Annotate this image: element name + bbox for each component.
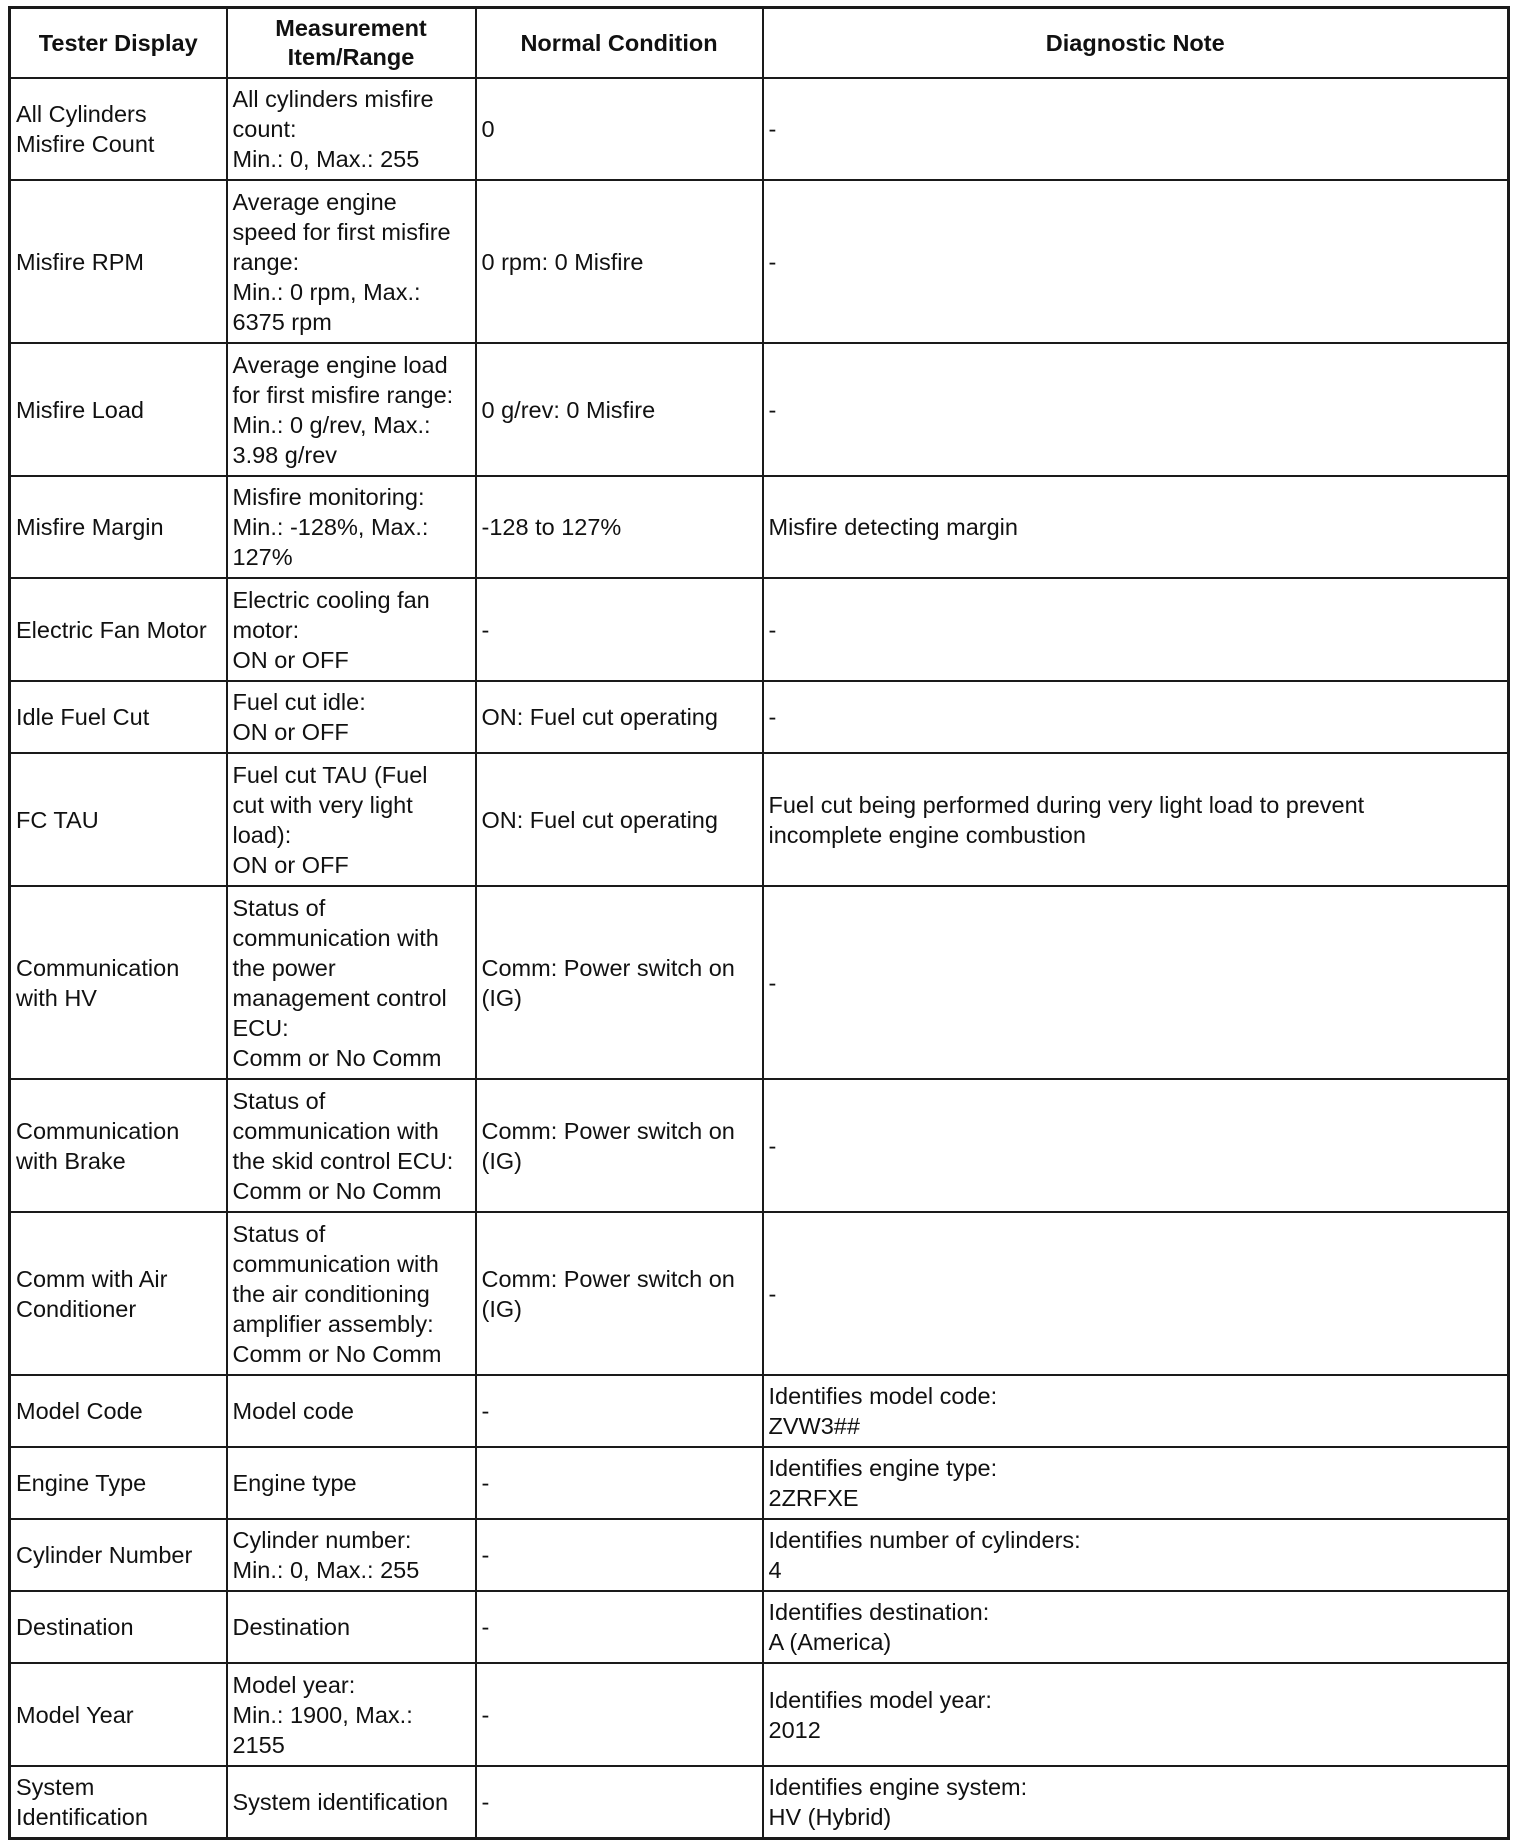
cell-diagnostic-note: - bbox=[763, 343, 1509, 476]
table-row bbox=[10, 1663, 1509, 1766]
table-row bbox=[10, 886, 1509, 1079]
cell-measurement: Status of communication with the air conditioning amplifier assembly: Comm or No Comm bbox=[227, 1212, 476, 1375]
tester-data-table bbox=[8, 6, 1510, 1840]
cell-diagnostic-note: - bbox=[763, 78, 1509, 180]
cell-diagnostic-note: Identifies model year: 2012 bbox=[763, 1663, 1509, 1766]
cell-measurement: Fuel cut idle: ON or OFF bbox=[227, 681, 476, 753]
cell-tester-display: Misfire RPM bbox=[10, 180, 227, 343]
cell-normal-condition: ON: Fuel cut operating bbox=[476, 681, 763, 753]
table-row bbox=[10, 180, 1509, 343]
cell-tester-display: System Identification bbox=[10, 1766, 227, 1838]
table-row bbox=[10, 1375, 1509, 1447]
cell-tester-display: Electric Fan Motor bbox=[10, 578, 227, 681]
cell-tester-display: Model Year bbox=[10, 1663, 227, 1766]
cell-normal-condition: Comm: Power switch on (IG) bbox=[476, 1079, 763, 1212]
cell-measurement: Average engine load for first misfire range: Min.: 0 g/rev, Max.: 3.98 g/rev bbox=[227, 343, 476, 476]
cell-measurement: Status of communication with the power management control ECU: Comm or No Comm bbox=[227, 886, 476, 1079]
header-measurement-item-range: Measurement Item/Range bbox=[227, 8, 476, 79]
table-row bbox=[10, 681, 1509, 753]
header-tester-display: Tester Display bbox=[10, 8, 227, 79]
cell-tester-display: Engine Type bbox=[10, 1447, 227, 1519]
cell-diagnostic-note: Identifies engine system: HV (Hybrid) bbox=[763, 1766, 1509, 1838]
header-diagnostic-note: Diagnostic Note bbox=[763, 8, 1509, 79]
cell-normal-condition: - bbox=[476, 1519, 763, 1591]
cell-normal-condition: -128 to 127% bbox=[476, 476, 763, 578]
cell-normal-condition: ON: Fuel cut operating bbox=[476, 753, 763, 886]
table-row bbox=[10, 1519, 1509, 1591]
table-row bbox=[10, 1212, 1509, 1375]
cell-diagnostic-note: - bbox=[763, 886, 1509, 1079]
cell-tester-display: Communication with HV bbox=[10, 886, 227, 1079]
cell-normal-condition: - bbox=[476, 578, 763, 681]
cell-measurement: Model code bbox=[227, 1375, 476, 1447]
cell-normal-condition: - bbox=[476, 1447, 763, 1519]
header-normal-condition: Normal Condition bbox=[476, 8, 763, 79]
cell-tester-display: Model Code bbox=[10, 1375, 227, 1447]
cell-tester-display: FC TAU bbox=[10, 753, 227, 886]
cell-measurement: All cylinders misfire count: Min.: 0, Max.: 255 bbox=[227, 78, 476, 180]
table-header-row bbox=[10, 8, 1509, 79]
cell-diagnostic-note: - bbox=[763, 1079, 1509, 1212]
cell-tester-display: Idle Fuel Cut bbox=[10, 681, 227, 753]
cell-measurement: Model year: Min.: 1900, Max.: 2155 bbox=[227, 1663, 476, 1766]
cell-diagnostic-note: - bbox=[763, 578, 1509, 681]
cell-measurement: Electric cooling fan motor: ON or OFF bbox=[227, 578, 476, 681]
cell-tester-display: Comm with Air Conditioner bbox=[10, 1212, 227, 1375]
cell-measurement: Misfire monitoring: Min.: -128%, Max.: 127% bbox=[227, 476, 476, 578]
cell-diagnostic-note: - bbox=[763, 681, 1509, 753]
table-row bbox=[10, 476, 1509, 578]
cell-diagnostic-note: Misfire detecting margin bbox=[763, 476, 1509, 578]
cell-measurement: Status of communication with the skid control ECU: Comm or No Comm bbox=[227, 1079, 476, 1212]
cell-diagnostic-note: Identifies destination: A (America) bbox=[763, 1591, 1509, 1663]
cell-normal-condition: - bbox=[476, 1375, 763, 1447]
cell-measurement: Cylinder number: Min.: 0, Max.: 255 bbox=[227, 1519, 476, 1591]
table-row bbox=[10, 1447, 1509, 1519]
cell-diagnostic-note: Identifies engine type: 2ZRFXE bbox=[763, 1447, 1509, 1519]
cell-diagnostic-note: - bbox=[763, 180, 1509, 343]
cell-tester-display: Misfire Margin bbox=[10, 476, 227, 578]
cell-diagnostic-note: - bbox=[763, 1212, 1509, 1375]
cell-measurement: System identification bbox=[227, 1766, 476, 1838]
cell-tester-display: Communication with Brake bbox=[10, 1079, 227, 1212]
cell-diagnostic-note: Identifies number of cylinders: 4 bbox=[763, 1519, 1509, 1591]
cell-normal-condition: 0 bbox=[476, 78, 763, 180]
table-row bbox=[10, 78, 1509, 180]
cell-tester-display: Destination bbox=[10, 1591, 227, 1663]
table-row bbox=[10, 1766, 1509, 1838]
cell-tester-display: Cylinder Number bbox=[10, 1519, 227, 1591]
cell-normal-condition: Comm: Power switch on (IG) bbox=[476, 886, 763, 1079]
cell-normal-condition: - bbox=[476, 1663, 763, 1766]
cell-diagnostic-note: Fuel cut being performed during very light load to prevent incomplete engine combustion bbox=[763, 753, 1509, 886]
cell-normal-condition: Comm: Power switch on (IG) bbox=[476, 1212, 763, 1375]
table-row bbox=[10, 1079, 1509, 1212]
cell-normal-condition: - bbox=[476, 1591, 763, 1663]
cell-measurement: Engine type bbox=[227, 1447, 476, 1519]
cell-tester-display: Misfire Load bbox=[10, 343, 227, 476]
table-row bbox=[10, 753, 1509, 886]
cell-diagnostic-note: Identifies model code: ZVW3## bbox=[763, 1375, 1509, 1447]
cell-normal-condition: 0 rpm: 0 Misfire bbox=[476, 180, 763, 343]
cell-measurement: Destination bbox=[227, 1591, 476, 1663]
cell-measurement: Average engine speed for first misfire range: Min.: 0 rpm, Max.: 6375 rpm bbox=[227, 180, 476, 343]
table-row bbox=[10, 578, 1509, 681]
cell-normal-condition: 0 g/rev: 0 Misfire bbox=[476, 343, 763, 476]
table-row bbox=[10, 343, 1509, 476]
cell-measurement: Fuel cut TAU (Fuel cut with very light load): ON or OFF bbox=[227, 753, 476, 886]
cell-tester-display: All Cylinders Misfire Count bbox=[10, 78, 227, 180]
cell-normal-condition: - bbox=[476, 1766, 763, 1838]
table-row bbox=[10, 1591, 1509, 1663]
